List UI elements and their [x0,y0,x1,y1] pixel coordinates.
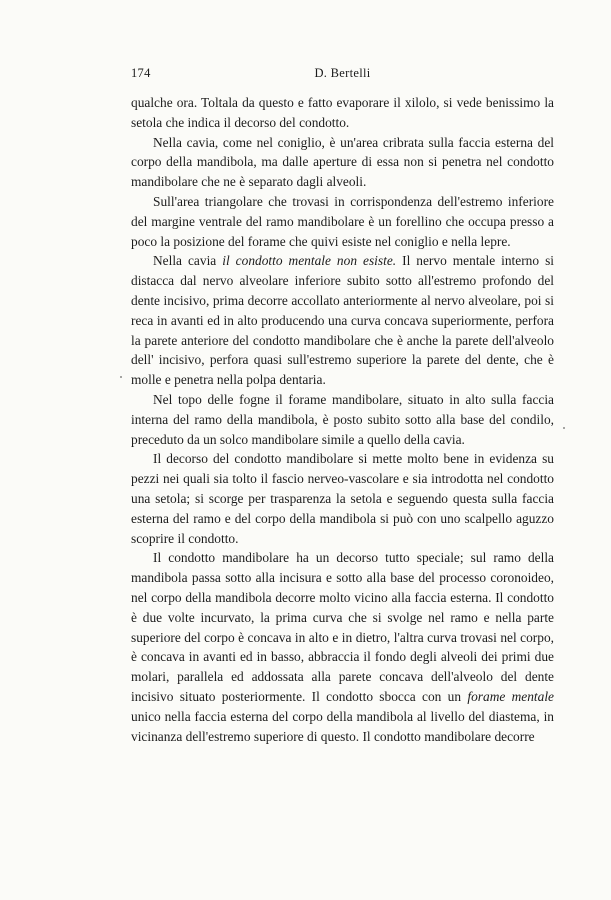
text-run: Il nervo mentale interno si distacca dal nervo alveolare inferiore subito sotto all'estremo profondo del dente incisivo, prima decorre accollato anteriormente al nervo alveolare, poi si reca in avanti ed in alto producendo una curva concava superiormente, perfora la parete anteriore del condotto mandibolare che è anche la parete dell'alveolo dell' incisivo, perfora quasi sull'estremo superiore la parete del dente, che è molle e penetra nella polpa dentaria. [131,253,554,388]
text-run: Nel topo delle fogne il forame mandibolare, situato in alto sulla faccia interna del ramo della mandibola, è posto subito sotto alla base del condilo, preceduto da un solco mandibolare simile a quello della cavia. [131,391,554,447]
paragraph [131,449,554,548]
text-run: Il decorso del condotto mandibolare si mette molto bene in evidenza su pezzi nei quali sia tolto il fascio nerveo-vascolare e sia introdotta nel condotto una setola; si scorge per trasparenza la setola e seguendo questa sulla faccia esterna del ramo e del corpo della mandibola si può con uno scalpello aguzzo scoprire il condotto. [131,451,554,546]
text-run: Nella cavia [153,253,223,269]
text-run: Sull'area triangolare che trovasi in corrispondenza dell'estremo inferiore del margine ventrale del ramo mandibolare è un forellino che occupa presso a poco la posizione del forame che quivi esiste nel coniglio e nella lepre. [131,193,554,249]
paragraph [131,192,554,251]
paragraph [131,548,554,746]
paragraph [131,93,554,133]
paragraph [131,251,554,390]
text-run: qualche ora. Toltala da questo e fatto evaporare il xilolo, si vede benissimo la setola che indica il decorso del condotto. [131,95,554,130]
body-text [131,93,554,746]
paragraph [131,390,554,449]
scan-speck [120,376,122,378]
page-header [131,66,554,84]
running-head: D. Bertelli [314,66,371,80]
paragraph [131,133,554,192]
scan-speck [563,427,565,429]
italic-text-run: il condotto mentale non esiste. [222,253,397,269]
text-run: unico nella faccia esterna del corpo della mandibola al livello del diastema, in vicinanza dell'estremo superiore di questo. Il condotto mandibolare decorre [131,708,554,744]
italic-text-run: forame mentale [467,688,554,704]
text-run: Nella cavia, come nel coniglio, è un'area cribrata sulla faccia esterna del corpo della mandibola, ma dalle aperture di essa non si penetra nel condotto mandibolare che ne è separato dagli alveoli. [131,134,554,190]
page-number: 174 [131,66,151,80]
text-run: Il condotto mandibolare ha un decorso tutto speciale; sul ramo della mandibola passa sotto alla incisura e sotto alla base del processo coronoideo, nel corpo della mandibola decorre molto vicino alla faccia esterna. Il condotto è due volte incurvato, la prima curva che si svolge nel ramo e nella parte superiore del corpo è concava in alto e in dietro, l'altra curva trovasi nel corpo, è concava in avanti ed in basso, abbraccia il fondo degli alveoli dei primi due molari, parallela ed addossata alla parete concava dell'alveolo del dente incisivo situato posteriormente. Il condotto sbocca con un [131,550,554,704]
